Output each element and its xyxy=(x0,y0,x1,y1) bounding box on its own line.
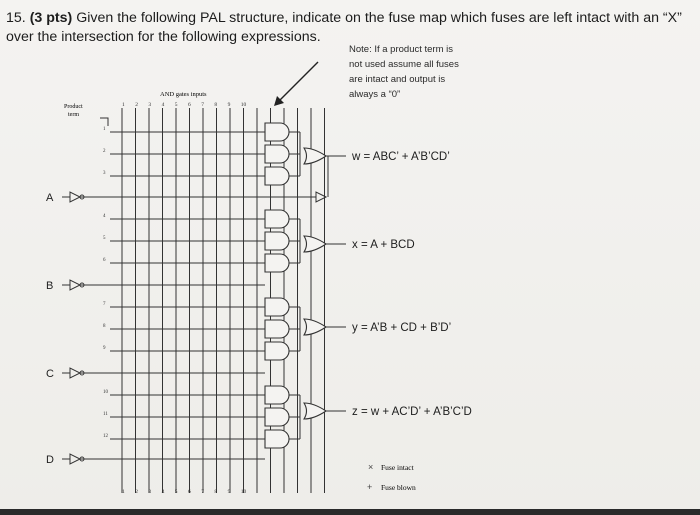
output-z-expression: z = w + AC’D’ + A’B’C’D xyxy=(352,406,472,418)
and-gate xyxy=(265,386,289,404)
column-number-bottom: 6 xyxy=(188,489,191,495)
and-gate xyxy=(265,298,289,316)
fuse-intact-symbol: × xyxy=(368,462,374,472)
row-number: 8 xyxy=(103,324,106,329)
column-number-top: 5 xyxy=(174,102,178,108)
fuse-grid xyxy=(100,102,325,495)
column-number-top: 10 xyxy=(240,102,247,108)
question-number: 15. xyxy=(6,10,26,26)
column-number-bottom: 7 xyxy=(201,489,204,495)
column-number-top: 3 xyxy=(148,102,152,108)
column-number-bottom: 9 xyxy=(227,489,231,495)
and-gate xyxy=(265,123,289,141)
bottom-edge xyxy=(0,509,700,515)
row-number: 3 xyxy=(103,171,106,176)
and-gate xyxy=(265,145,289,163)
row-number: 4 xyxy=(103,214,106,219)
question-body: Given the following PAL structure, indicate on the fuse map which fuses are left intact with an “X” over the intersection for the following expressions. xyxy=(6,10,682,45)
fuse-intact-label: Fuse intact xyxy=(381,463,414,472)
and-gate xyxy=(265,342,289,360)
input-buffer-triangle xyxy=(70,280,80,290)
column-number-top: 9 xyxy=(227,102,231,108)
column-number-bottom: 1 xyxy=(122,489,125,495)
note-line-3: are intact and output is xyxy=(349,74,446,85)
and-gate xyxy=(265,210,289,228)
output-y-expression: y = A’B + CD + B’D’ xyxy=(352,322,452,334)
and-gate xyxy=(265,254,289,272)
product-term-bracket xyxy=(100,118,108,126)
column-number-bottom: 5 xyxy=(174,489,178,495)
row-number: 12 xyxy=(103,434,108,439)
column-number-top: 8 xyxy=(214,102,218,108)
or-gate xyxy=(304,319,326,335)
and-gate xyxy=(265,430,289,448)
output-w-expression: w = ABC’ + A’B’CD’ xyxy=(352,151,450,163)
row-number: 1 xyxy=(103,127,106,132)
column-number-bottom: 10 xyxy=(240,489,247,495)
and-gate xyxy=(265,167,289,185)
and-gate xyxy=(265,320,289,338)
row-number: 9 xyxy=(103,346,106,351)
column-number-top: 6 xyxy=(188,102,191,108)
column-number-bottom: 8 xyxy=(214,489,218,495)
and-inputs-label: AND gates inputs xyxy=(160,91,207,98)
fuse-blown-label: Fuse blown xyxy=(381,483,416,492)
column-number-bottom: 3 xyxy=(148,489,152,495)
input-buffer-triangle xyxy=(70,368,80,378)
input-label: A xyxy=(46,192,54,204)
or-gate xyxy=(304,148,326,164)
product-term-label-2: term xyxy=(68,112,79,118)
output-x-expression: x = A + BCD xyxy=(352,239,415,251)
note-line-2: not used assume all fuses xyxy=(349,59,459,70)
input-label: C xyxy=(46,368,54,380)
product-term-label-1: Product xyxy=(64,104,83,110)
input-label: D xyxy=(46,454,54,466)
or-gate xyxy=(304,236,326,252)
fuse-blown-symbol: + xyxy=(367,482,373,492)
column-number-top: 1 xyxy=(122,102,125,108)
or-gate xyxy=(304,403,326,419)
note-line-4: always a “0” xyxy=(349,89,401,100)
row-number: 5 xyxy=(103,236,106,241)
question-points: (3 pts) xyxy=(29,10,73,26)
input-buffer-triangle xyxy=(70,192,80,202)
row-number: 7 xyxy=(103,302,106,307)
row-number: 10 xyxy=(103,390,108,395)
column-number-top: 2 xyxy=(135,102,138,108)
and-gate xyxy=(265,232,289,250)
input-label: B xyxy=(46,280,54,292)
row-number: 2 xyxy=(103,149,106,154)
row-number: 6 xyxy=(103,258,106,263)
column-number-top: 7 xyxy=(201,102,204,108)
column-number-bottom: 4 xyxy=(161,489,165,495)
row-number: 11 xyxy=(103,412,108,417)
and-or-gates xyxy=(265,123,346,448)
and-gate xyxy=(265,408,289,426)
note-arrow xyxy=(278,62,318,102)
note-line-1: Note: If a product term is xyxy=(349,44,454,55)
column-number-bottom: 2 xyxy=(135,489,138,495)
column-number-top: 4 xyxy=(161,102,165,108)
input-buffer-triangle xyxy=(70,454,80,464)
